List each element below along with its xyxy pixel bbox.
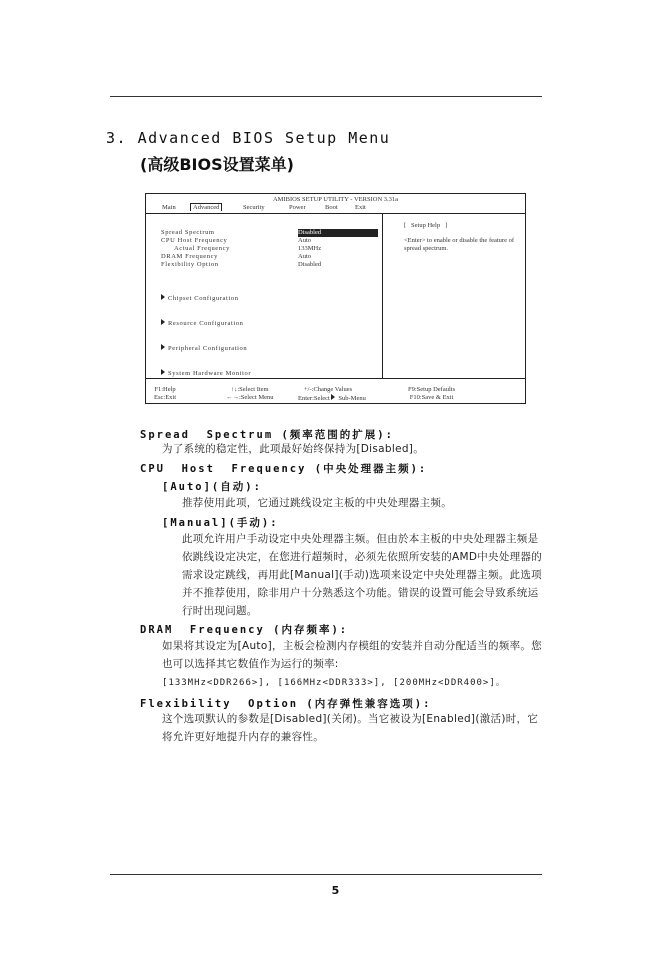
submenu-item: Peripheral Configuration: [161, 344, 251, 353]
bios-footer-select: ↑↓:Select Item ←→:Select Menu: [226, 386, 274, 401]
value-spread-spectrum: Disabled: [298, 229, 378, 237]
spread-spectrum-heading: Spread Spectrum (频率范围的扩展):: [140, 429, 394, 441]
triangle-icon: [161, 344, 165, 350]
auto-heading: [Auto](自动):: [162, 481, 262, 493]
bios-footer-change: +/-:Change Values: [304, 386, 353, 393]
submenu-item: System Hardware Monitor: [161, 369, 251, 378]
menu-boot: Boot: [325, 204, 338, 211]
bios-value-list: [298, 229, 378, 269]
menu-security: Security: [243, 204, 265, 211]
value-dram: Auto: [298, 253, 311, 260]
menu-power: Power: [289, 204, 306, 211]
bios-screenshot: [145, 193, 526, 404]
manual-heading: [Manual](手动):: [162, 517, 279, 529]
bios-footer-enter: Enter:Select Sub-Menu: [298, 395, 366, 402]
bios-option-list: Spread Spectrum CPU Host Frequency Actual Frequency DRAM Frequency Flexibility Option: [161, 229, 230, 268]
triangle-icon: [331, 394, 335, 400]
value-flexibility: Disabled: [298, 261, 322, 268]
auto-text: 推荐使用此项，它通过跳线设定主板的中央处理器主频。: [182, 497, 452, 509]
bios-title: AMIBIOS SETUP UTILITY - VERSION 3.31a: [272, 196, 399, 203]
top-rule: [110, 96, 542, 97]
triangle-icon: [161, 319, 165, 325]
bios-help-header: [ Setup Help ]: [404, 222, 448, 229]
value-cpu-host: Auto: [298, 237, 311, 244]
submenu-item: Resource Configuration: [161, 319, 251, 328]
flexibility-heading: Flexibility Option (内存弹性兼容选项):: [140, 698, 432, 710]
section-heading: 3. Advanced BIOS Setup Menu: [106, 129, 391, 147]
bios-divider: [382, 214, 383, 379]
dram-text: 如果将其设定为[Auto]，主板会检测内存模组的安装并自动分配适当的频率。您也可以选择其它数值作为运行的频率:: [162, 640, 542, 670]
value-actual-freq: 133MHz: [298, 245, 322, 252]
section-subheading: (高级BIOS设置菜单): [140, 155, 294, 174]
flexibility-text: 这个选项默认的参数是[Disabled](关闭)。当它被设为[Enabled](激活)时，它将允许更好地提升内存的兼容性。: [162, 713, 539, 743]
bios-submenu-list: [161, 278, 251, 394]
dram-heading: DRAM Frequency (内存频率):: [140, 624, 349, 636]
page-number: 5: [331, 884, 340, 897]
bios-footer-rule: [146, 378, 525, 379]
menu-exit: Exit: [355, 204, 366, 211]
submenu-item: Chipset Configuration: [161, 294, 251, 303]
triangle-icon: [161, 369, 165, 375]
bios-footer-help: F1:Help Esc:Exit: [154, 386, 177, 401]
spread-spectrum-text: 为了系统的稳定性，此项最好始终保持为[Disabled]。: [162, 443, 425, 455]
menu-advanced: Advanced: [190, 203, 222, 211]
manual-text: 此项允许用户手动设定中央处理器主频。但由於本主板的中央处理器主频是依跳线设定决定，在您进行超频时，必须先依照所安装的AMD中央处理器的需求设定跳线，再用此[Manual](手动)选项来设定中央处理器主频。此选项并不推荐使用，除非用户十分熟悉这个功能。错误的设置可能会导致系统运行时出现问题。: [182, 533, 543, 617]
bios-footer-defaults: F9:Setup Defaults F10:Save & Exit: [408, 386, 456, 401]
bios-menubar: [146, 204, 525, 214]
bios-help-text: <Enter> to enable or disable the feature of spread spectrum.: [404, 237, 515, 252]
dram-values: [133MHz<DDR266>], [166MHz<DDR333>], [200MHz<DDR400>]。: [162, 678, 506, 688]
bottom-rule: [110, 874, 542, 875]
triangle-icon: [161, 294, 165, 300]
menu-main: Main: [162, 204, 176, 211]
cpu-host-heading: CPU Host Frequency (中央处理器主频):: [140, 463, 428, 475]
